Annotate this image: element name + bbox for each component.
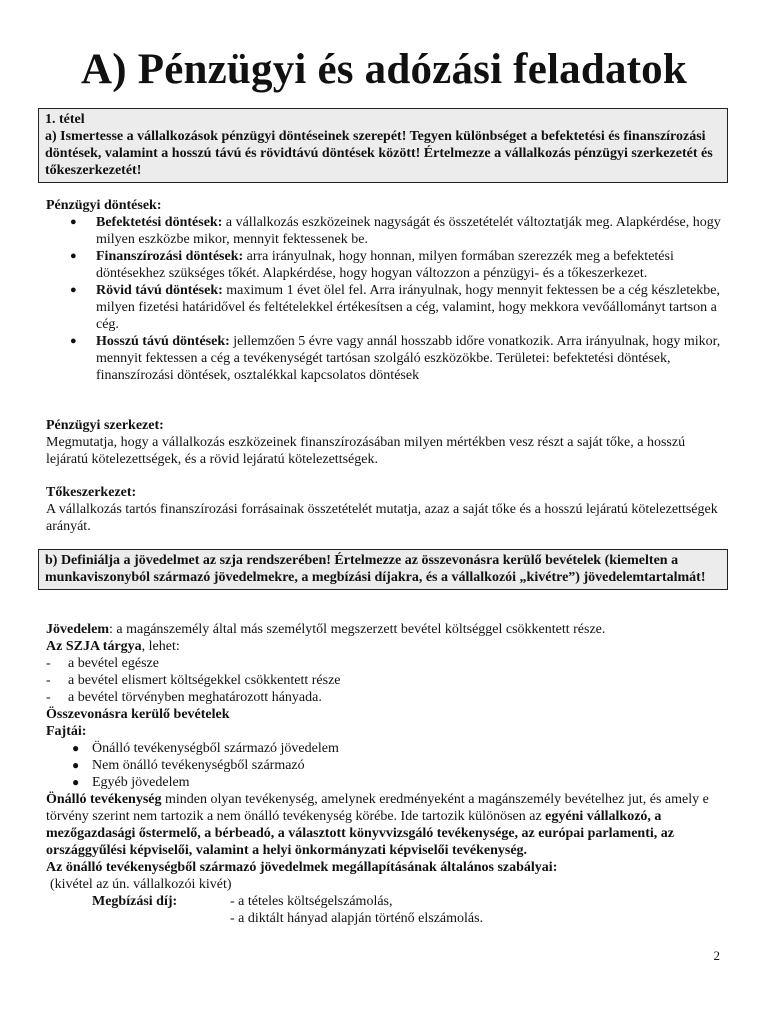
megbizasi-label: Megbízási díj:	[92, 894, 178, 909]
megbizasi-items	[230, 893, 483, 927]
jovedelem-definition	[46, 621, 722, 638]
section-heading: Pénzügyi szerkezet:	[46, 418, 164, 433]
item-text: - a tételes költségelszámolás,	[230, 894, 393, 909]
list-item	[46, 248, 722, 282]
subheading: Az önálló tevékenységből származó jövedelmek megállapításának általános szabályai:	[46, 860, 558, 875]
item-text: a vállalkozás eszközeinek nagyságát és összetételét változtatják meg. Alapkérdése, hogy milyen eszközbe mikor, mennyit fektessenek be.	[96, 215, 721, 247]
section-penzugyi-szerkezet	[46, 417, 722, 468]
section-jovedelem	[46, 621, 722, 927]
bullet-icon: ●	[72, 775, 80, 789]
megbizasi-row	[46, 893, 722, 927]
page-number: 2	[713, 948, 720, 963]
bullet-icon: ●	[70, 335, 77, 347]
dash-marker: -	[46, 656, 51, 671]
onallo-paragraph	[46, 791, 722, 859]
term: Önálló tevékenység	[46, 792, 162, 807]
item-term: Rövid távú döntések:	[96, 283, 223, 298]
paragraph-text: minden olyan tevékenység, amelynek eredményeként a magánszemély bevételhez jut, és amely e törvény szerint nem tartozik a nem önálló tevékenység körébe. Ide tartozik különösen az	[46, 792, 709, 824]
list-item	[46, 672, 722, 689]
definition-text: , lehet:	[141, 639, 180, 654]
item-text: jellemzően 5 évre vagy annál hosszabb időre vonatkozik. Arra irányulnak, hogy mikor, mennyit fektessen a cég a tevékenységét tartósan szolgáló eszközökbe. Területei: befektetési döntések, finanszírozási döntések, osztalékkal kapcsolatos döntések	[96, 334, 721, 383]
item-text: maximum 1 évet ölel fel. Arra irányulnak, hogy mennyit fektessen be a cég készletekbe, milyen fizetési határidővel és feltételekkel értékesítsen a cég, valamint, hogy mekkora vevőállományt tartson a cég.	[96, 283, 721, 332]
bullet-icon: ●	[72, 758, 80, 772]
paragraph-bold-text: egyéni vállalkozó, a mezőgazdasági őstermelő, a bérbeadó, a választott könyvvizsgáló tevékenysége, az európai parlamenti, az országgyűlési képviselői, valamint a helyi önkormányzati képviselői tevékenység.	[46, 809, 674, 858]
dash-marker: -	[46, 673, 51, 688]
szja-list	[46, 655, 722, 706]
question-text-a: a) Ismertesse a vállalkozások pénzügyi döntéseinek szerepét! Tegyen különbséget a befektetési és finanszírozási döntések, valamint a hosszú távú és rövidtávú döntések között! Értelmezze a vállalkozás pénzügyi szerkezetét és tőkeszerkezetét!	[45, 129, 713, 178]
question-box-2	[38, 549, 728, 590]
list-item	[46, 214, 722, 248]
bullet-icon: ●	[70, 216, 77, 228]
list-item	[46, 282, 722, 333]
income-types-list	[46, 740, 722, 791]
question-box-1	[38, 108, 728, 183]
item-text: Egyéb jövedelem	[92, 775, 190, 790]
item-text: - a diktált hányad alapján történő elszámolás.	[230, 911, 484, 926]
subheading: Fajtái:	[46, 724, 87, 739]
definition-text: : a magánszemély által más személytől megszerzett bevétel költséggel csökkentett része.	[108, 622, 606, 637]
section-heading: Tőkeszerkezet:	[46, 485, 137, 500]
item-text: a bevétel egésze	[68, 656, 159, 671]
item-term: Befektetési döntések:	[96, 215, 223, 230]
section-penzugyi-dontesek	[46, 197, 722, 384]
item-text: Nem önálló tevékenységből származó	[92, 758, 305, 773]
item-term: Finanszírozási döntések:	[96, 249, 244, 264]
question-text-b: b) Definiálja a jövedelmet az szja rendszerében! Értelmezze az összevonásra kerülő bevételek (kiemelten a munkaviszonyból származó jövedelmekre, a megbízási díjakra, és a vállalkozói „kivétre”) jövedelemtartalmát!	[45, 553, 706, 585]
decision-list	[46, 214, 722, 384]
bullet-icon: ●	[70, 250, 77, 262]
item-text: arra irányulnak, hogy honnan, milyen formában szerezzék meg a befektetési döntésekhez szükséges tőkét. Alapkérdése, hogy hogyan változzon a pénzügyi- és a tőkeszerkezet.	[96, 249, 674, 281]
question-number: 1. tétel	[45, 112, 85, 127]
list-item	[46, 655, 722, 672]
term: Az SZJA tárgya	[46, 639, 142, 654]
page-title: A) Pénzügyi és adózási feladatok	[81, 46, 687, 93]
bullet-icon: ●	[70, 284, 77, 296]
list-item	[46, 689, 722, 706]
item-text: a bevétel elismert költségekkel csökkentett része	[68, 673, 341, 688]
list-item	[46, 757, 722, 774]
list-item	[46, 740, 722, 757]
section-heading: Pénzügyi döntések:	[46, 198, 162, 213]
section-text: Megmutatja, hogy a vállalkozás eszközeinek finanszírozásában milyen mértékben vesz részt a saját tőke, a hosszú lejáratú kötelezettségek, és a rövid lejáratú kötelezettségek.	[46, 435, 686, 467]
list-item	[46, 774, 722, 791]
item-text: Önálló tevékenységből származó jövedelem	[92, 741, 339, 756]
term: Jövedelem	[46, 622, 109, 637]
bullet-icon: ●	[72, 741, 80, 755]
item-term: Hosszú távú döntések:	[96, 334, 230, 349]
dash-marker: -	[46, 690, 51, 705]
list-item	[46, 333, 722, 384]
szja-targya	[46, 638, 722, 655]
section-text: A vállalkozás tartós finanszírozási forrásainak összetételét mutatja, azaz a saját tőke és a hosszú lejáratú kötelezettségek arányát.	[46, 502, 718, 534]
section-tokeszerkezet	[46, 484, 722, 535]
note-text: (kivétel az ún. vállalkozói kivét)	[50, 877, 232, 892]
item-text: a bevétel törvényben meghatározott hányada.	[68, 690, 322, 705]
subheading: Összevonásra kerülő bevételek	[46, 707, 230, 722]
